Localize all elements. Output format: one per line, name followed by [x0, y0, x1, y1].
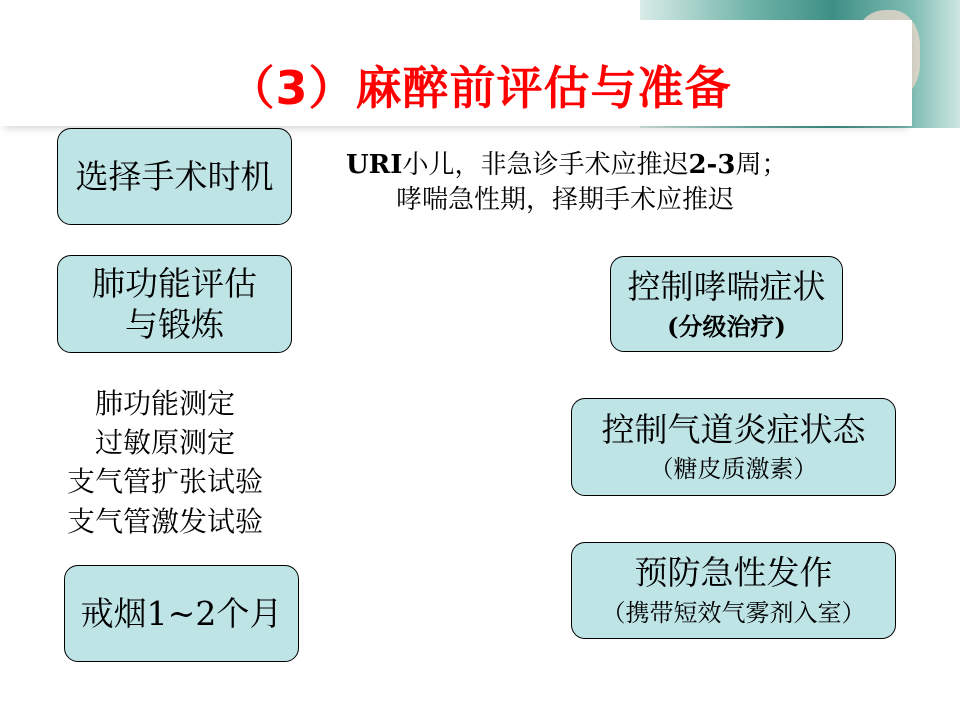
slide-title: （3）麻醉前评估与准备: [228, 61, 732, 115]
uri-label: URI: [346, 150, 403, 180]
box-lung-function: [57, 255, 292, 353]
box-prevent-attack-main: 预防急性发作: [634, 553, 833, 593]
test-item: 支气管扩张试验: [66, 465, 263, 499]
box-lung-function-line2: 与锻炼: [125, 305, 224, 344]
box-asthma-control-main: 控制哮喘症状: [627, 266, 826, 306]
uri-unit: 周；: [735, 150, 788, 180]
uri-note: [346, 148, 866, 218]
box-asthma-control-sub: (分级治疗): [667, 312, 786, 342]
uri-note-line1: [346, 148, 866, 183]
test-item: 支气管激发试验: [66, 504, 263, 538]
box-asthma-control: [610, 256, 843, 352]
box-prevent-attack-sub: （携带短效气雾剂入室）: [601, 598, 866, 627]
test-item: 肺功能测定: [94, 387, 235, 420]
uri-range: 2-3: [688, 150, 736, 180]
box-airway-inflammation-sub: （糖皮质激素）: [649, 455, 818, 484]
test-item: 过敏原测定: [94, 426, 235, 460]
box-prevent-attack: [571, 542, 896, 639]
test-list: [40, 384, 290, 541]
box-surgery-timing: [57, 128, 292, 225]
box-quit-smoking: [64, 565, 299, 662]
box-lung-function-line1: 肺功能评估: [92, 263, 257, 303]
box-quit-smoking-label: 戒烟1~2个月: [80, 593, 283, 633]
box-surgery-timing-label: 选择手术时机: [75, 156, 274, 196]
uri-note-line2: 哮喘急性期，择期手术应推迟: [396, 185, 735, 216]
box-airway-inflammation-main: 控制气道炎症状态: [601, 409, 866, 449]
box-airway-inflammation: [571, 398, 896, 496]
uri-text: 小儿，非急诊手术应推迟: [402, 150, 689, 180]
